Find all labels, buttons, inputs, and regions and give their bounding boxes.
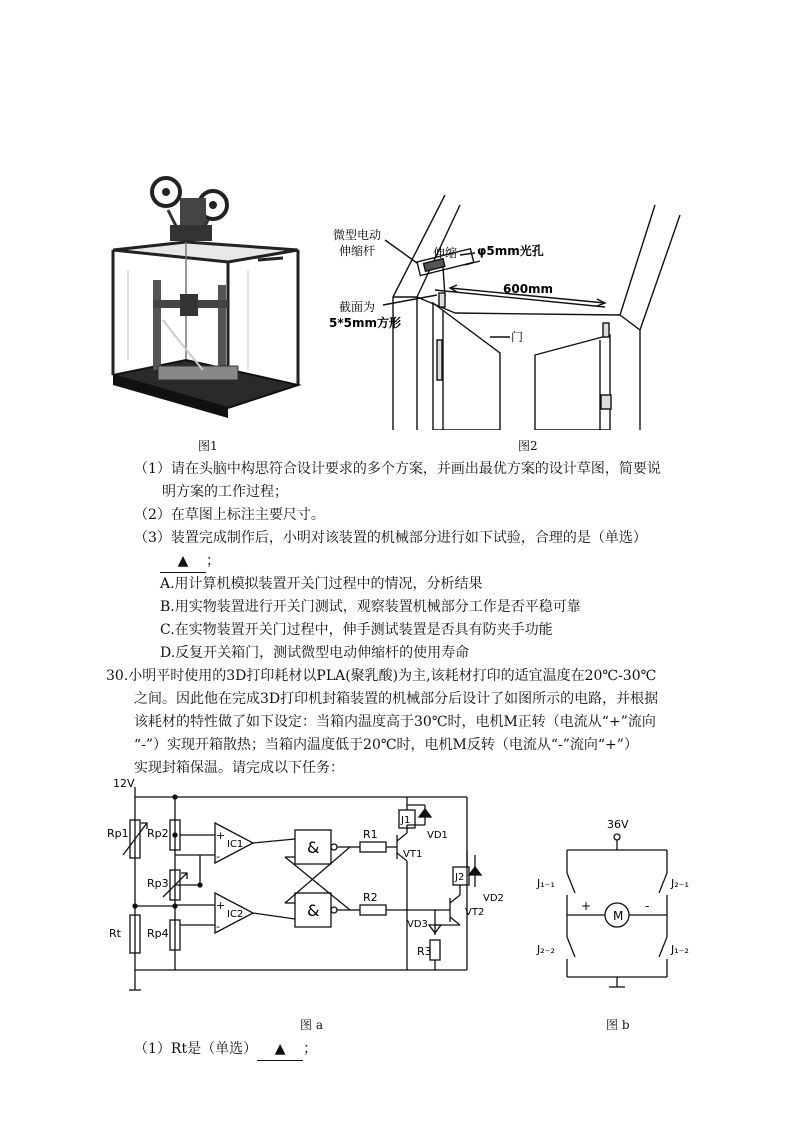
label-actuator-2: 伸缩杆	[339, 244, 376, 258]
fig-a-vt2: VT2	[465, 907, 485, 918]
fig-a-vt1: VT1	[403, 849, 423, 860]
fig-a-rt: Rt	[109, 927, 121, 940]
fig-a-and1: &	[307, 838, 320, 857]
fig-a-j2: J2	[455, 872, 465, 883]
figure-1-caption: 图1	[198, 439, 218, 453]
fig-a-ic2: IC2	[227, 909, 244, 920]
figure-b-motor-circuit	[535, 815, 705, 995]
label-stretch: 伸缩	[433, 246, 458, 260]
fig-a-r1: R1	[363, 828, 378, 841]
q30-line-1: 30.小明平时使用的3D打印耗材以PLA(聚乳酸)为主,该耗材打印的适宜温度在20℃-30℃	[106, 668, 657, 684]
q29-option-d: D.反复开关箱门，测试微型电动伸缩杆的使用寿命	[160, 645, 470, 661]
fig-b-plus: +	[581, 899, 592, 913]
fig-a-rp2: Rp2	[147, 827, 169, 840]
fig-b-36v: 36V	[607, 818, 629, 831]
fig-a-12v: 12V	[113, 777, 135, 790]
q29-option-b: B.用实物装置进行开关门测试，观察装置机械部分工作是否平稳可靠	[160, 599, 581, 615]
q30-sub1-answer-blank[interactable]: ▲	[257, 1038, 303, 1061]
fig-b-motor: M	[613, 909, 624, 923]
q29-item3: （3）装置完成制作后，小明对该装置的机械部分进行如下试验，合理的是（单选）	[134, 530, 647, 546]
fig-a-ic1-minus: -	[216, 850, 220, 863]
fig-a-rp1: Rp1	[107, 827, 129, 840]
fig-a-ic2-minus: -	[216, 920, 220, 933]
fig-a-rp4: Rp4	[147, 927, 169, 940]
q29-item1-line2: 明方案的工作过程；	[162, 484, 288, 500]
fig-b-j12: J₁₋₂	[671, 943, 689, 956]
fig-a-r2: R2	[363, 891, 378, 904]
label-distance: 600mm	[503, 282, 554, 296]
q29-option-c: C.在实物装置开关门过程中，伸手测试装置是否具有防夹手功能	[160, 622, 553, 638]
label-section-2: 5*5mm方形	[329, 316, 401, 330]
q29-answer-blank[interactable]: ▲ ；	[160, 550, 220, 573]
fig-a-vd1: VD1	[427, 830, 448, 841]
fig-a-rp3: Rp3	[147, 877, 169, 890]
q29-item2: （2）在草图上标注主要尺寸。	[134, 507, 325, 523]
figure-2-door-diagram	[325, 195, 685, 430]
fig-a-r3: R3	[417, 945, 432, 958]
figure-a-circuit	[105, 775, 505, 995]
fig-b-j22: J₂₋₂	[537, 943, 555, 956]
fig-a-vd3: VD3	[407, 919, 428, 930]
fig-a-and2: &	[307, 901, 320, 920]
fig-b-minus: -	[645, 899, 650, 913]
fig-a-vd2: VD2	[483, 893, 504, 904]
label-section-1: 截面为	[339, 300, 376, 314]
fig-a-ic2-plus: +	[216, 899, 226, 912]
fig-a-ic1: IC1	[227, 839, 244, 850]
fig-b-j21: J₂₋₁	[671, 877, 689, 890]
fig-b-j11: J₁₋₁	[537, 877, 555, 890]
label-hole: φ5mm光孔	[477, 244, 544, 258]
q30-line-3: 该耗材的特性做了如下设定：当箱内温度高于30℃时，电机M正转（电流从“+”流向	[134, 714, 656, 730]
label-door: 门	[511, 330, 524, 344]
fig-a-j1: J1	[401, 815, 411, 826]
figure-b-caption: 图 b	[606, 1018, 630, 1032]
label-actuator-1: 微型电动	[333, 228, 382, 242]
figure-1-printer-photo	[108, 170, 308, 430]
q30-sub1: （1）Rt是（单选） ▲ ；	[134, 1038, 317, 1061]
figure-a-caption: 图 a	[300, 1018, 323, 1032]
q29-option-a: A.用计算机模拟装置开关门过程中的情况，分析结果	[160, 576, 483, 592]
figure-2-caption: 图2	[518, 439, 538, 453]
q30-line-2: 之间。因此他在完成3D打印机封箱装置的机械部分后设计了如图所示的电路，并根据	[134, 691, 659, 707]
fig-a-ic1-plus: +	[216, 829, 226, 842]
q29-item1-line1: （1）请在头脑中构思符合设计要求的多个方案，并画出最优方案的设计草图，简要说	[134, 461, 661, 477]
q30-line-5: 实现封箱保温。请完成以下任务：	[134, 760, 344, 776]
q30-line-4: “-”）实现开箱散热；当箱内温度低于20℃时，电机M反转（电流从“-”流向“+”）	[134, 737, 638, 753]
